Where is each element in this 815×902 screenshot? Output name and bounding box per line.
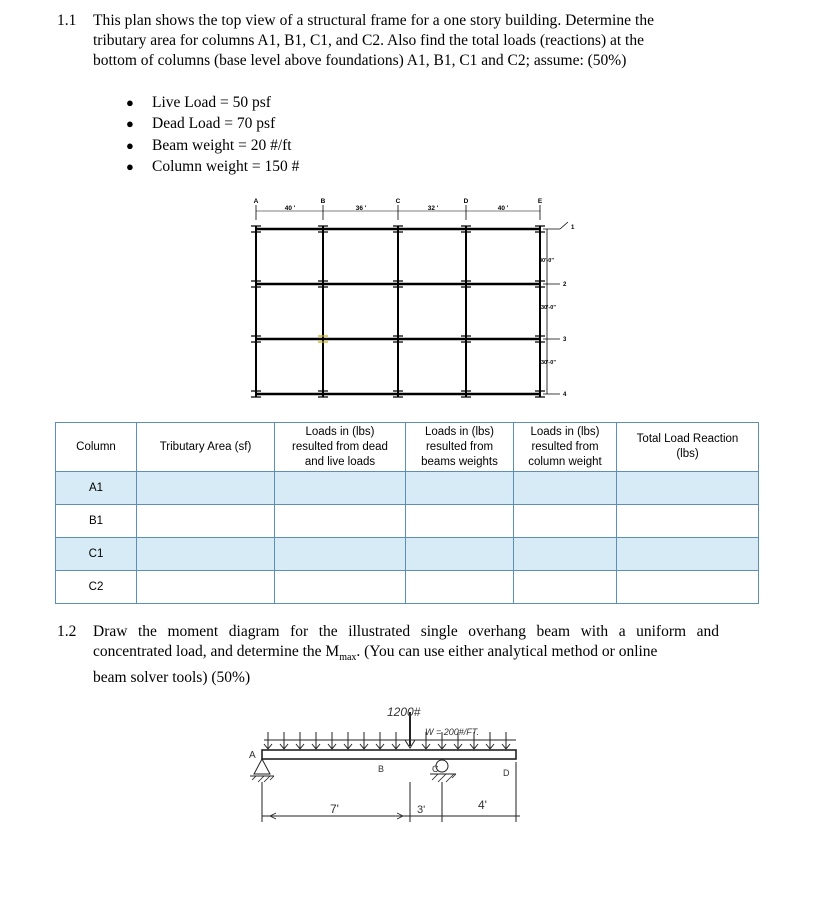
- beam-weight-cell[interactable]: [406, 472, 514, 505]
- row-number: 3: [563, 337, 567, 343]
- tributary-area-cell[interactable]: [137, 472, 275, 505]
- question-1-2-word: with: [580, 623, 609, 640]
- question-1-2-number: 1.2: [57, 623, 77, 640]
- support-label-c: C: [432, 764, 439, 774]
- uniform-load-label: W = 200#/FT.: [425, 727, 479, 737]
- grid-letter: D: [463, 198, 469, 205]
- total-load-cell[interactable]: [617, 505, 759, 538]
- total-load-cell[interactable]: [617, 538, 759, 571]
- question-1-2-word: Draw: [93, 623, 128, 640]
- question-1-2-word: beam: [536, 623, 571, 640]
- question-1-2-word: the: [318, 623, 338, 640]
- assumption-item: ● Dead Load = 70 psf: [126, 115, 276, 133]
- table-row: [56, 472, 759, 505]
- question-1-2-word: a: [618, 623, 626, 640]
- span-label: 40 ': [284, 205, 296, 212]
- question-1-1-line: This plan shows the top view of a structural frame for a one story building. Determine the: [93, 12, 655, 29]
- column-weight-cell[interactable]: [514, 505, 617, 538]
- column-weight-cell[interactable]: [514, 472, 617, 505]
- table-row: [56, 505, 759, 538]
- assumption-item: ● Beam weight = 20 #/ft: [126, 136, 292, 154]
- row-label: B1: [56, 505, 137, 538]
- beam-weight-cell[interactable]: [406, 505, 514, 538]
- support-label-a: A: [249, 750, 256, 761]
- beam-weight-cell[interactable]: [406, 571, 514, 604]
- question-1-1-number: 1.1: [57, 12, 77, 29]
- tributary-area-cell[interactable]: [137, 538, 275, 571]
- question-1-2-line: concentrated load, and determine the $M_{max}$. (You can use either analytical method or online: [93, 643, 658, 664]
- grid-letter: A: [253, 198, 259, 205]
- dead-live-cell[interactable]: [275, 538, 406, 571]
- table-header-row: [56, 423, 759, 472]
- row-label: A1: [56, 472, 137, 505]
- beam-weight-cell[interactable]: [406, 538, 514, 571]
- question-1-2-word: and: [696, 623, 719, 640]
- overhang-beam-diagram: [0, 690, 815, 840]
- total-load-cell[interactable]: [617, 472, 759, 505]
- grid-letter: E: [537, 198, 543, 205]
- question-1-2-word: overhang: [468, 623, 526, 640]
- tributary-area-cell[interactable]: [137, 571, 275, 604]
- loads-table: [55, 422, 759, 604]
- dead-live-cell[interactable]: [275, 505, 406, 538]
- dead-live-cell[interactable]: [275, 472, 406, 505]
- tributary-area-cell[interactable]: [137, 505, 275, 538]
- span-label: 36 ': [355, 205, 367, 212]
- total-load-cell[interactable]: [617, 571, 759, 604]
- question-1-2-word: moment: [167, 623, 219, 640]
- assumption-text: Beam weight = 20 #/ft: [152, 136, 292, 154]
- row-number: 4: [563, 392, 567, 398]
- assumption-item: ● Live Load = 50 psf: [126, 94, 271, 111]
- grid-letter: B: [320, 198, 326, 205]
- dimension-label: 4': [478, 798, 487, 812]
- header-column-weight: Loads in (lbs) resulted from column weight: [514, 423, 617, 472]
- row-spacing: 30'-0": [539, 258, 554, 264]
- assumption-text: Column weight = 150 #: [152, 157, 300, 175]
- row-number: 2: [563, 282, 567, 288]
- assumption-item: ● Column weight = 150 #: [126, 157, 300, 175]
- question-1-1-line: bottom of columns (base level above foundations) A1, B1, C1 and C2; assume: (50%): [93, 52, 627, 69]
- row-spacing: 30'-0": [541, 305, 556, 311]
- header-dead-live-loads: Loads in (lbs) resulted from dead and live loads: [275, 423, 406, 472]
- grid-letter: C: [395, 198, 401, 205]
- header-total-load: Total Load Reaction (lbs): [617, 423, 759, 472]
- structural-frame-plan: [0, 0, 815, 420]
- assumption-text: Dead Load = 70 psf: [152, 115, 276, 133]
- header-column: Column: [56, 423, 137, 472]
- span-label: 40 ': [497, 205, 509, 212]
- question-1-2-word: diagram: [228, 623, 280, 640]
- dimension-label: 3': [417, 804, 426, 816]
- question-1-2-line: beam solver tools) (50%): [93, 669, 251, 687]
- point-load-label: 1200#: [387, 705, 421, 719]
- row-spacing: 30'-0": [541, 360, 556, 366]
- assumption-text: Live Load = 50 psf: [152, 94, 271, 111]
- table-row: [56, 538, 759, 571]
- table-row: [56, 571, 759, 604]
- dimension-label: 7': [330, 802, 339, 816]
- header-beam-weights: Loads in (lbs) resulted from beams weights: [406, 423, 514, 472]
- question-1-2-word: uniform: [636, 623, 687, 640]
- dead-live-cell[interactable]: [275, 571, 406, 604]
- row-label: C1: [56, 538, 137, 571]
- header-tributary-area: Tributary Area (sf): [137, 423, 275, 472]
- question-1-1-line: tributary area for columns A1, B1, C1, and C2. Also find the total loads (reactions) at the: [93, 32, 644, 49]
- question-1-2-line: [93, 622, 719, 642]
- row-number: 1: [571, 225, 575, 231]
- support-label-b: B: [378, 764, 385, 774]
- row-label: C2: [56, 571, 137, 604]
- column-weight-cell[interactable]: [514, 571, 617, 604]
- support-label-d: D: [503, 768, 510, 778]
- question-1-2-word: single: [420, 623, 458, 640]
- question-1-2-word: illustrated: [348, 623, 411, 640]
- column-weight-cell[interactable]: [514, 538, 617, 571]
- question-1-2-text: [93, 622, 719, 688]
- span-label: 32 ': [427, 205, 439, 212]
- question-1-2-word: for: [290, 623, 309, 640]
- question-1-2-word: the: [137, 623, 157, 640]
